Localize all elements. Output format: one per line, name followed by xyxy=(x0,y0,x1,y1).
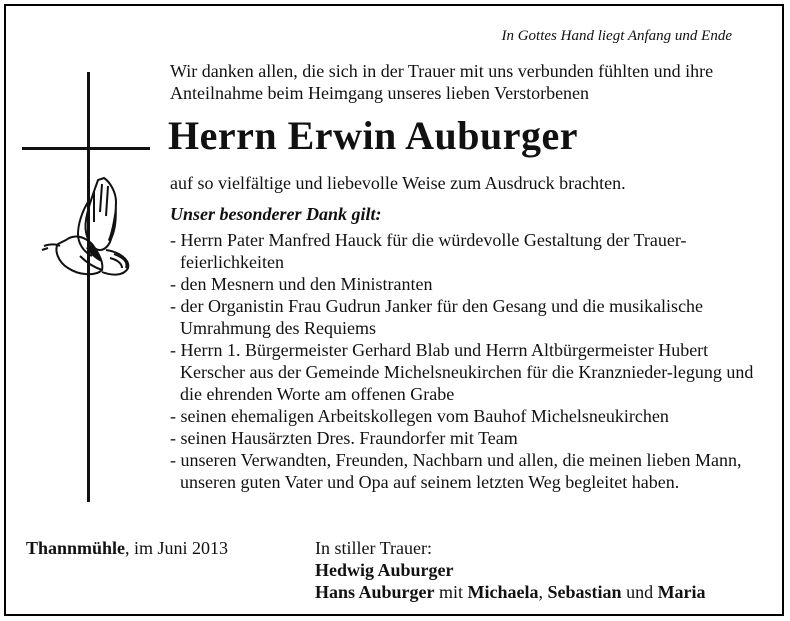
list-item: - unseren Verwandten, Freunden, Nachbarn und allen, die meinen lieben Mann, unseren guten Vater und Opa auf seinem letzten Weg begleitet haben. xyxy=(170,449,770,493)
son-name: Hans Auburger xyxy=(315,582,435,602)
list-item: - der Organistin Frau Gudrun Janker für den Gesang und die musikalische Umrahmung des Requiems xyxy=(170,295,770,339)
separator: , xyxy=(538,582,548,602)
intro-text: Wir danken allen, die sich in der Trauer mit uns verbunden fühlten und ihre Anteilnahme beim Heimgang unseres lieben Verstorbenen xyxy=(170,61,714,103)
grandchild-name: Sebastian xyxy=(547,582,622,602)
grandchild-name: Maria xyxy=(657,582,706,602)
place: Thannmühle xyxy=(26,538,126,558)
widow-name: Hedwig Auburger xyxy=(315,560,454,580)
grandchild-name: Michaela xyxy=(467,582,539,602)
after-name-text: auf so vielfältige und liebevolle Weise zum Ausdruck brachten. xyxy=(170,173,626,193)
cross-icon xyxy=(87,72,90,502)
deceased-name: Herrn Erwin Auburger xyxy=(168,113,578,158)
thanks-list xyxy=(170,229,770,493)
list-item: - seinen ehemaligen Arbeitskollegen vom Bauhof Michelsneukirchen xyxy=(170,405,770,427)
mourning-label: In stiller Trauer: xyxy=(315,538,432,558)
list-item: - den Mesnern und den Ministranten xyxy=(170,273,770,295)
list-item: - Herrn Pater Manfred Hauck für die würdevolle Gestaltung der Trauer-feierlichkeiten xyxy=(170,229,770,273)
mourners-block xyxy=(315,537,706,603)
thanks-heading: Unser besonderer Dank gilt: xyxy=(170,204,382,224)
family-und: und xyxy=(621,582,658,602)
date: , im Juni 2013 xyxy=(125,538,229,558)
family-mit: mit xyxy=(434,582,468,602)
family-line xyxy=(315,581,706,603)
motto: In Gottes Hand liegt Anfang und Ende xyxy=(501,28,732,44)
place-date xyxy=(26,537,228,559)
list-item: - seinen Hausärzten Dres. Fraundorfer mit Team xyxy=(170,427,770,449)
list-item: - Herrn 1. Bürgermeister Gerhard Blab und Herrn Altbürgermeister Hubert Kerscher aus der Gemeinde Michelsneukirchen für die Kranznieder-legung und die ehrenden Worte am offenen Grabe xyxy=(170,339,770,405)
cross-bar xyxy=(22,147,150,150)
praying-hands-icon xyxy=(36,172,136,282)
